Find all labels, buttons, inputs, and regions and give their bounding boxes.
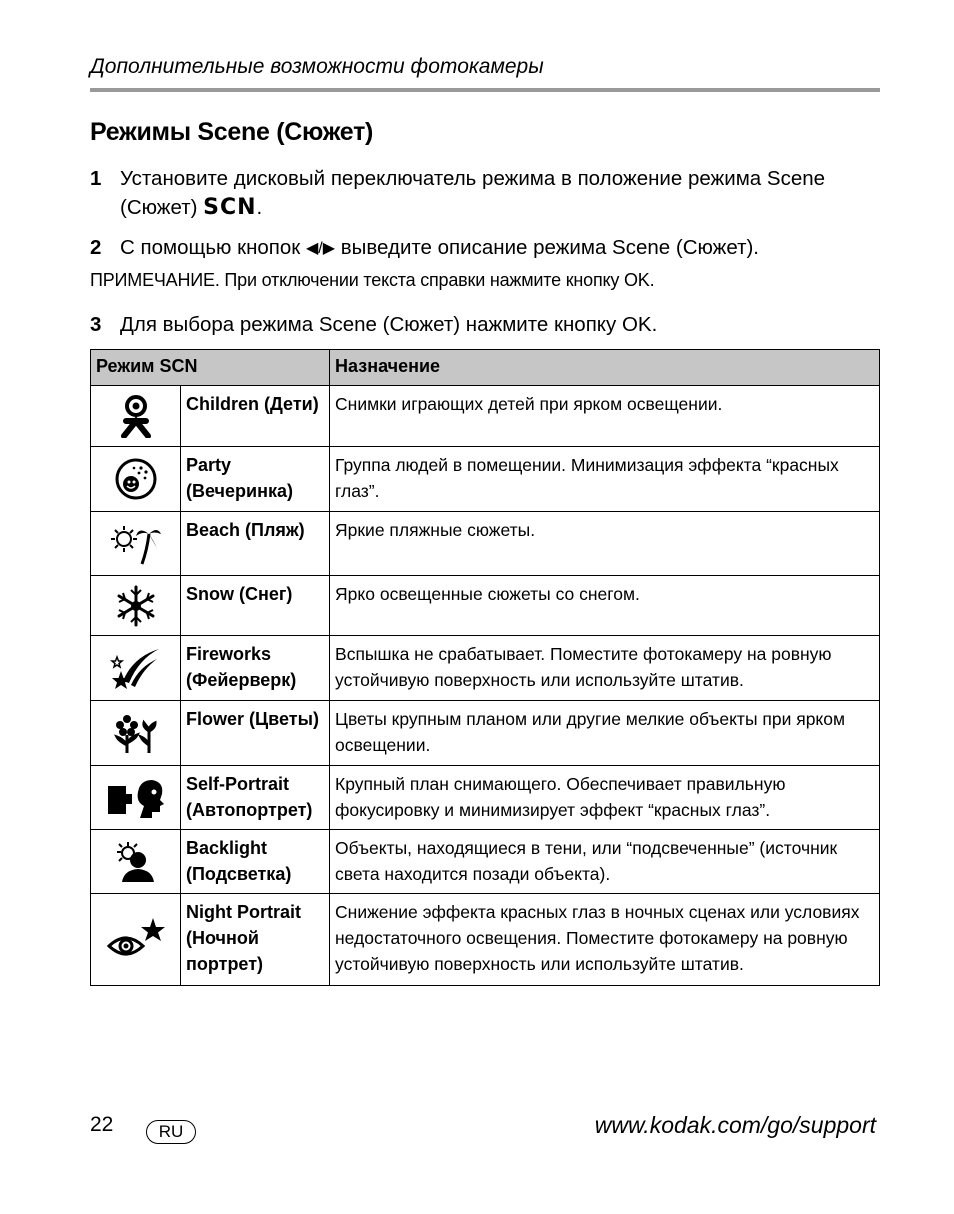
running-header: Дополнительные возможности фотокамеры [90, 55, 544, 78]
snow-icon [91, 576, 181, 636]
party-icon [91, 447, 181, 512]
language-badge: RU [146, 1120, 196, 1144]
mode-name: Beach (Пляж) [181, 512, 330, 576]
table-row [91, 766, 880, 830]
mode-description: Крупный план снимающего. Обеспечивает правильную фокусировку и минимизирует эффект “красных глаз”. [330, 766, 880, 830]
mode-name: Night Portrait (Ночной портрет) [181, 894, 330, 986]
step-number: 1 [90, 167, 102, 190]
child-icon [91, 386, 181, 447]
flower-icon [91, 701, 181, 766]
table-row [91, 386, 880, 447]
header-divider [90, 88, 880, 92]
fireworks-icon [91, 636, 181, 701]
column-header-mode: Режим SCN [91, 350, 330, 386]
scn-mode-icon: SCN [203, 195, 257, 220]
mode-description: Снимки играющих детей при ярком освещении. [330, 386, 880, 447]
table-header-row [91, 350, 880, 386]
mode-description: Яркие пляжные сюжеты. [330, 512, 880, 576]
beach-icon [91, 512, 181, 576]
mode-name: Fireworks (Фейерверк) [181, 636, 330, 701]
table-row [91, 701, 880, 766]
step-text: Для выбора режима Scene (Сюжет) нажмите кнопку OK. [120, 313, 658, 336]
step-text: С помощью кнопок [120, 236, 301, 259]
mode-description: Цветы крупным планом или другие мелкие объекты при ярком освещении. [330, 701, 880, 766]
mode-description: Ярко освещенные сюжеты со снегом. [330, 576, 880, 636]
table-row [91, 576, 880, 636]
note: ПРИМЕЧАНИЕ. При отключении текста справки нажмите кнопку OK. [90, 270, 655, 290]
scene-modes-table [90, 349, 880, 986]
support-url: www.kodak.com/go/support [594, 1112, 876, 1138]
backlight-icon [91, 830, 181, 894]
step-tail: . [256, 196, 263, 219]
section-title: Режимы Scene (Сюжет) [90, 118, 374, 146]
page-number: 22 [90, 1113, 114, 1136]
self-portrait-icon [91, 766, 181, 830]
mode-description: Вспышка не срабатывает. Поместите фотокамеру на ровную устойчивую поверхность или используйте штатив. [330, 636, 880, 701]
left-right-arrows-icon: ◀/▶ [305, 240, 336, 257]
mode-name: Children (Дети) [181, 386, 330, 447]
table-row [91, 512, 880, 576]
step-number: 3 [90, 313, 102, 336]
mode-description: Объекты, находящиеся в тени, или “подсвеченные” (источник света находится позади объекта). [330, 830, 880, 894]
column-header-purpose: Назначение [330, 350, 880, 386]
table-row [91, 830, 880, 894]
table-row [91, 447, 880, 512]
mode-description: Снижение эффекта красных глаз в ночных сценах или условиях недостаточного освещения. Поместите фотокамеру на ровную устойчивую поверхность или используйте штатив. [330, 894, 880, 986]
mode-name: Snow (Снег) [181, 576, 330, 636]
mode-description: Группа людей в помещении. Минимизация эффекта “красных глаз”. [330, 447, 880, 512]
mode-name: Self-Portrait (Автопортрет) [181, 766, 330, 830]
step-text: Установите дисковый переключатель режима в положение режима Scene [120, 167, 826, 190]
table-row [91, 636, 880, 701]
table-row [91, 894, 880, 986]
step-number: 2 [90, 236, 102, 259]
mode-name: Flower (Цветы) [181, 701, 330, 766]
mode-name: Backlight (Подсветка) [181, 830, 330, 894]
step-text-cont: выведите описание режима Scene (Сюжет). [340, 236, 759, 259]
night-portrait-icon [91, 894, 181, 986]
mode-name: Party (Вечеринка) [181, 447, 330, 512]
step-text-cont: (Сюжет) [120, 196, 198, 219]
